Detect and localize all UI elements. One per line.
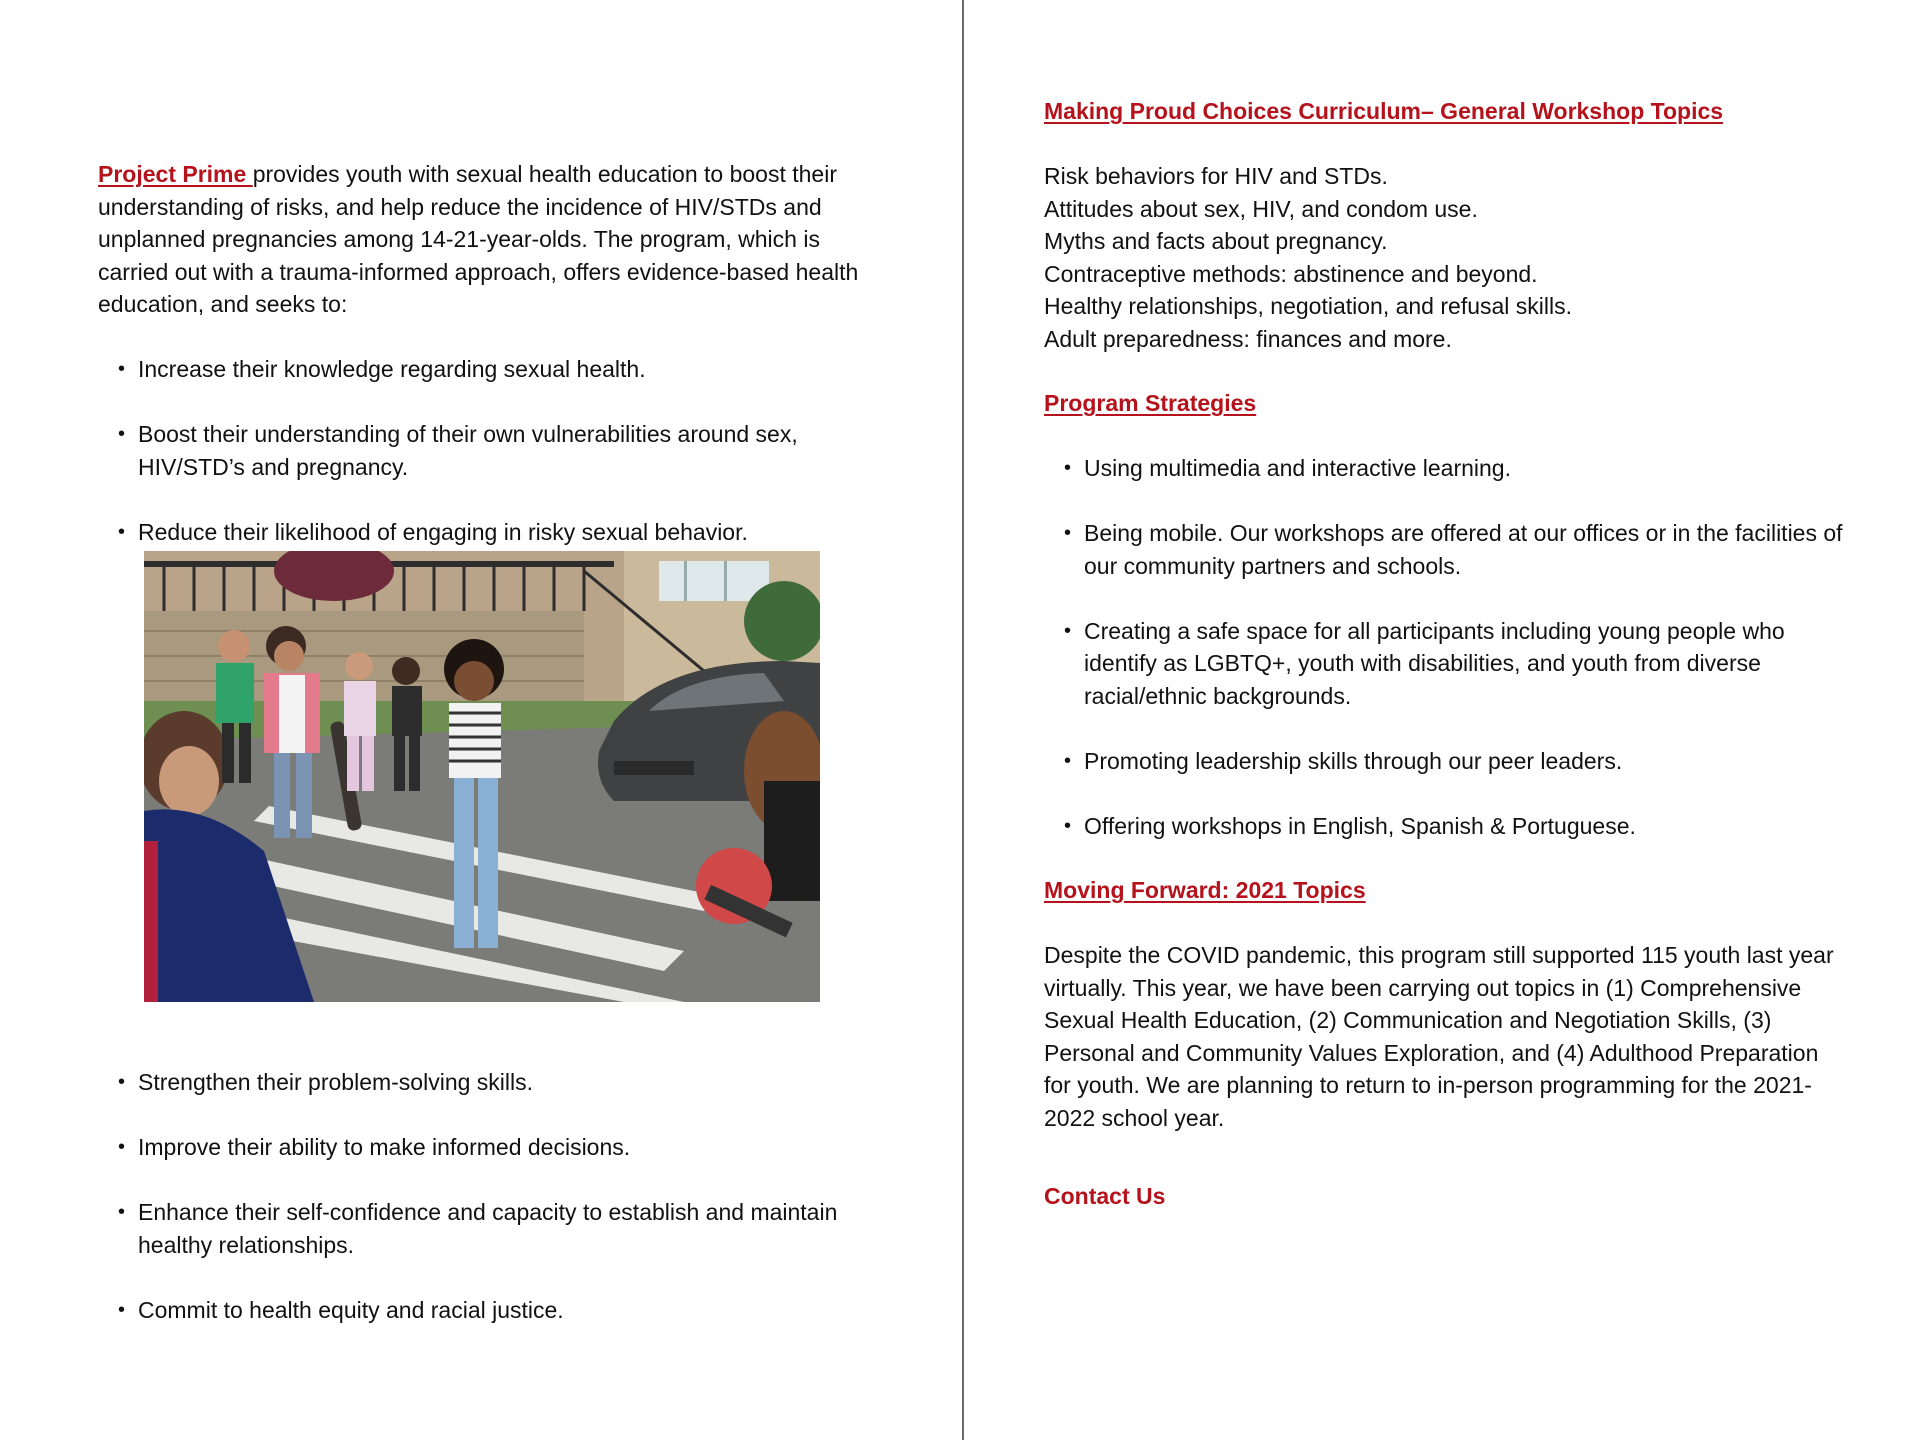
list-item-text: Creating a safe space for all participants including young people who identify as LGBTQ+, youth with disabilities, and youth from diverse racial/ethnic backgrounds. — [1084, 617, 1785, 709]
topic-line: Contraceptive methods: abstinence and beyond. — [1044, 260, 1538, 287]
intro-text: provides youth with sexual health education to boost their understanding of risks, and help reduce the incidence of HIV/STDs and unplanned pregnancies among 14-21-year-olds. The program, which is carried out with a trauma-informed approach, offers evidence-based health education, and seeks to: — [98, 161, 859, 317]
list-item-text: Strengthen their problem-solving skills. — [138, 1069, 534, 1095]
list-item — [1044, 745, 1844, 778]
left-column — [98, 0, 878, 1440]
workshop-topics — [1044, 160, 1844, 355]
list-item — [98, 516, 878, 549]
goals-list-bottom — [98, 1066, 878, 1326]
strategies-list — [1044, 452, 1844, 842]
intro-paragraph — [98, 158, 878, 321]
moving-forward-paragraph: Despite the COVID pandemic, this program still supported 115 youth last year virtually. This year, we have been carrying out topics in (1) Comprehensive Sexual Health Education, (2) Communication and Negotiation Skills, (3) Personal and Community Values Exploration, and (4) Adulthood Preparation for youth. We are planning to return to in-person programming for the 2021-2022 school year. — [1044, 942, 1834, 1131]
list-item-text: Promoting leadership skills through our peer leaders. — [1084, 747, 1623, 774]
list-item — [98, 418, 878, 483]
topic-line: Attitudes about sex, HIV, and condom use. — [1044, 195, 1478, 222]
list-item — [1044, 452, 1844, 485]
moving-forward-heading[interactable]: Moving Forward: 2021 Topics — [1044, 877, 1366, 903]
list-item — [98, 353, 878, 386]
topic-line: Adult preparedness: finances and more. — [1044, 325, 1452, 352]
bullet-icon: • — [1064, 522, 1072, 544]
list-item-text: Improve their ability to make informed decisions. — [138, 1134, 631, 1160]
list-item-text: Offering workshops in English, Spanish & Portuguese. — [1084, 812, 1636, 839]
page-divider — [962, 0, 964, 1440]
list-item-text: Reduce their likelihood of engaging in risky sexual behavior. — [138, 518, 748, 545]
list-item-text: Enhance their self-confidence and capacity to establish and maintain healthy relationships. — [138, 1199, 838, 1258]
list-item — [98, 1294, 878, 1327]
goals-list-top — [98, 353, 878, 548]
list-item — [98, 1131, 878, 1164]
bullet-icon: • — [118, 520, 126, 543]
list-item-text: Being mobile. Our workshops are offered at our offices or in the facilities of our community partners and schools. — [1084, 520, 1843, 579]
topic-line: Healthy relationships, negotiation, and refusal skills. — [1044, 293, 1573, 319]
bullet-icon: • — [1064, 814, 1072, 837]
list-item-text: Commit to health equity and racial justice. — [138, 1296, 564, 1323]
bullet-icon: • — [118, 423, 126, 445]
bullet-icon: • — [118, 358, 126, 380]
strategies-heading[interactable]: Program Strategies — [1044, 390, 1257, 416]
bullet-icon: • — [1064, 457, 1072, 479]
list-item — [1044, 810, 1844, 843]
bullet-icon: • — [118, 1136, 126, 1158]
curriculum-heading[interactable]: Making Proud Choices Curriculum– General Workshop Topics — [1044, 98, 1724, 124]
bullet-icon: • — [1064, 749, 1072, 772]
list-item-text: Boost their understanding of their own vulnerabilities around sex, HIV/STD’s and pregnancy. — [138, 421, 798, 480]
project-prime-link[interactable]: Project Prime — [98, 161, 253, 187]
list-item-text: Increase their knowledge regarding sexual health. — [138, 356, 646, 382]
list-item-text: Using multimedia and interactive learning. — [1084, 455, 1511, 481]
list-item — [98, 1066, 878, 1099]
list-item — [1044, 517, 1844, 582]
list-item — [1044, 615, 1844, 713]
topic-line: Myths and facts about pregnancy. — [1044, 228, 1388, 254]
topic-line: Risk behaviors for HIV and STDs. — [1044, 163, 1388, 189]
bullet-icon: • — [1064, 619, 1072, 642]
youth-crossing-street-photo — [144, 551, 820, 1002]
list-item — [98, 1196, 878, 1261]
contact-us-heading[interactable]: Contact Us — [1044, 1183, 1166, 1209]
bullet-icon: • — [118, 1298, 126, 1321]
bullet-icon: • — [118, 1071, 126, 1093]
right-column — [1044, 0, 1844, 1440]
bullet-icon: • — [118, 1201, 126, 1223]
